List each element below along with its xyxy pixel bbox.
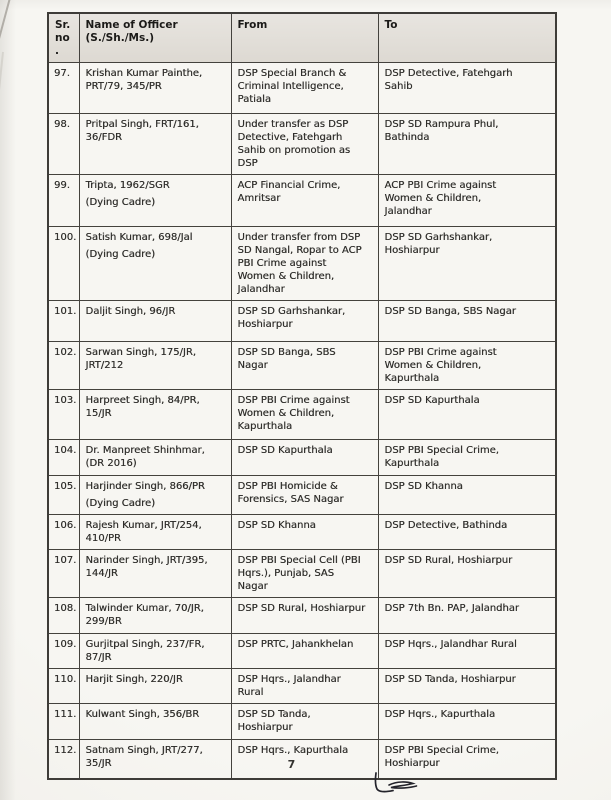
serial-number-cell: 105. (48, 476, 79, 515)
officer-name-cell (79, 515, 231, 550)
to-posting-cell: DSP PBI Special Crime, Kapurthala (378, 440, 556, 476)
officer-name-cell (79, 550, 231, 598)
officer-name-cell (79, 175, 231, 227)
serial-number-cell: 108. (48, 598, 79, 634)
table-row (48, 342, 556, 390)
from-posting-cell: DSP SD Garhshankar, Hoshiarpur (231, 301, 378, 342)
table-row (48, 63, 556, 114)
col-header-to: To (378, 13, 556, 63)
officer-name: Talwinder Kumar, 70/JR, 299/BR (85, 603, 204, 627)
table-row (48, 550, 556, 598)
officer-name-cell (79, 476, 231, 515)
col-header-sr-no: Sr. no. (48, 13, 79, 63)
from-posting-cell: DSP Hqrs., Kapurthala (231, 740, 378, 779)
to-posting-cell: ACP PBI Crime against Women & Children, Jalandhar (378, 175, 556, 227)
from-posting-cell: DSP SD Khanna (231, 515, 378, 550)
to-posting-cell: DSP SD Garhshankar, Hoshiarpur (378, 227, 556, 301)
serial-number-cell: 110. (48, 669, 79, 704)
officer-name: Gurjitpal Singh, 237/FR, 87/JR (85, 639, 205, 663)
to-posting-cell: DSP PBI Crime against Women & Children, Kapurthala (378, 342, 556, 390)
officer-name: Sarwan Singh, 175/JR, JRT/212 (85, 347, 196, 371)
from-posting-cell: DSP PBI Special Cell (PBI Hqrs.), Punjab, SAS Nagar (231, 550, 378, 598)
to-posting-cell: DSP SD Banga, SBS Nagar (378, 301, 556, 342)
officer-name-cell (79, 598, 231, 634)
officer-name-cell (79, 301, 231, 342)
officer-name-cell (79, 390, 231, 440)
scan-fold-line (0, 0, 12, 44)
serial-number-cell: 112. (48, 740, 79, 779)
officer-name: Satnam Singh, JRT/277, 35/JR (85, 745, 203, 769)
from-posting-cell: DSP Hqrs., Jalandhar Rural (231, 669, 378, 704)
table-row (48, 301, 556, 342)
officer-name: Harjit Singh, 220/JR (85, 674, 183, 685)
to-posting-cell: DSP 7th Bn. PAP, Jalandhar (378, 598, 556, 634)
table-row (48, 704, 556, 740)
handwritten-pen-scribble-icon (369, 772, 421, 799)
to-posting-cell: DSP SD Tanda, Hoshiarpur (378, 669, 556, 704)
to-posting-cell: DSP SD Kapurthala (378, 390, 556, 440)
serial-number-cell: 103. (48, 390, 79, 440)
officer-transfer-table (47, 12, 557, 780)
officer-name: Tripta, 1962/SGR (85, 180, 170, 191)
table-row (48, 634, 556, 669)
table-row (48, 227, 556, 301)
table-row (48, 175, 556, 227)
serial-number-cell: 99. (48, 175, 79, 227)
col-header-from: From (231, 13, 378, 63)
officer-name: Satish Kumar, 698/Jal (85, 232, 193, 243)
scan-edge-artifact (0, 52, 3, 122)
from-posting-cell: DSP SD Rural, Hoshiarpur (231, 598, 378, 634)
officer-name: Narinder Singh, JRT/395, 144/JR (85, 555, 208, 579)
cadre-note: (Dying Cadre) (85, 249, 156, 260)
cadre-note: (Dying Cadre) (85, 498, 156, 509)
to-posting-cell: DSP PBI Special Crime, Hoshiarpur (378, 740, 556, 779)
officer-name: Rajesh Kumar, JRT/254, 410/PR (85, 520, 202, 544)
to-posting-cell: DSP SD Rampura Phul, Bathinda (378, 114, 556, 175)
to-posting-cell: DSP Detective, Bathinda (378, 515, 556, 550)
table-row (48, 476, 556, 515)
from-posting-cell: DSP PBI Homicide & Forensics, SAS Nagar (231, 476, 378, 515)
to-posting-cell: DSP Hqrs., Jalandhar Rural (378, 634, 556, 669)
serial-number-cell: 104. (48, 440, 79, 476)
col-header-name: Name of Officer (S./Sh./Ms.) (79, 13, 231, 63)
from-posting-cell: DSP PRTC, Jahankhelan (231, 634, 378, 669)
serial-number-cell: 111. (48, 704, 79, 740)
officer-name-cell (79, 342, 231, 390)
serial-number-cell: 109. (48, 634, 79, 669)
serial-number-cell: 107. (48, 550, 79, 598)
from-posting-cell: DSP SD Kapurthala (231, 440, 378, 476)
officer-name: Krishan Kumar Painthe, PRT/79, 345/PR (85, 68, 203, 92)
from-posting-cell: ACP Financial Crime, Amritsar (231, 175, 378, 227)
table-body (48, 63, 556, 779)
table-row (48, 515, 556, 550)
officer-name: Daljit Singh, 96/JR (85, 306, 176, 317)
to-posting-cell: DSP Detective, Fatehgarh Sahib (378, 63, 556, 114)
to-posting-cell: DSP SD Rural, Hoshiarpur (378, 550, 556, 598)
officer-name: Harpreet Singh, 84/PR, 15/JR (85, 395, 200, 419)
table-row (48, 669, 556, 704)
officer-name: Kulwant Singh, 356/BR (85, 709, 200, 720)
officer-name-cell (79, 634, 231, 669)
serial-number-cell: 97. (48, 63, 79, 114)
serial-number-cell: 98. (48, 114, 79, 175)
page-number: 7 (287, 758, 296, 771)
to-posting-cell: DSP SD Khanna (378, 476, 556, 515)
officer-name-cell (79, 227, 231, 301)
cadre-note: (Dying Cadre) (85, 197, 156, 208)
serial-number-cell: 101. (48, 301, 79, 342)
officer-name: Pritpal Singh, FRT/161, 36/FDR (85, 119, 199, 143)
table-header-row (48, 13, 556, 63)
from-posting-cell: Under transfer as DSP Detective, Fatehgarh Sahib on promotion as DSP (231, 114, 378, 175)
from-posting-cell: DSP SD Tanda, Hoshiarpur (231, 704, 378, 740)
officer-name: Harjinder Singh, 866/PR (85, 481, 205, 492)
table-row (48, 598, 556, 634)
officer-name-cell (79, 114, 231, 175)
officer-name-cell (79, 669, 231, 704)
serial-number-cell: 102. (48, 342, 79, 390)
serial-number-cell: 100. (48, 227, 79, 301)
officer-name: Dr. Manpreet Shinhmar, (DR 2016) (85, 445, 205, 469)
officer-name-cell (79, 704, 231, 740)
from-posting-cell: DSP SD Banga, SBS Nagar (231, 342, 378, 390)
table-row (48, 390, 556, 440)
from-posting-cell: Under transfer from DSP SD Nangal, Ropar to ACP PBI Crime against Women & Children, Jalandhar (231, 227, 378, 301)
from-posting-cell: DSP Special Branch & Criminal Intelligence, Patiala (231, 63, 378, 114)
officer-name-cell (79, 63, 231, 114)
officer-name-cell (79, 440, 231, 476)
to-posting-cell: DSP Hqrs., Kapurthala (378, 704, 556, 740)
serial-number-cell: 106. (48, 515, 79, 550)
table-row (48, 440, 556, 476)
from-posting-cell: DSP PBI Crime against Women & Children, Kapurthala (231, 390, 378, 440)
table-row (48, 114, 556, 175)
